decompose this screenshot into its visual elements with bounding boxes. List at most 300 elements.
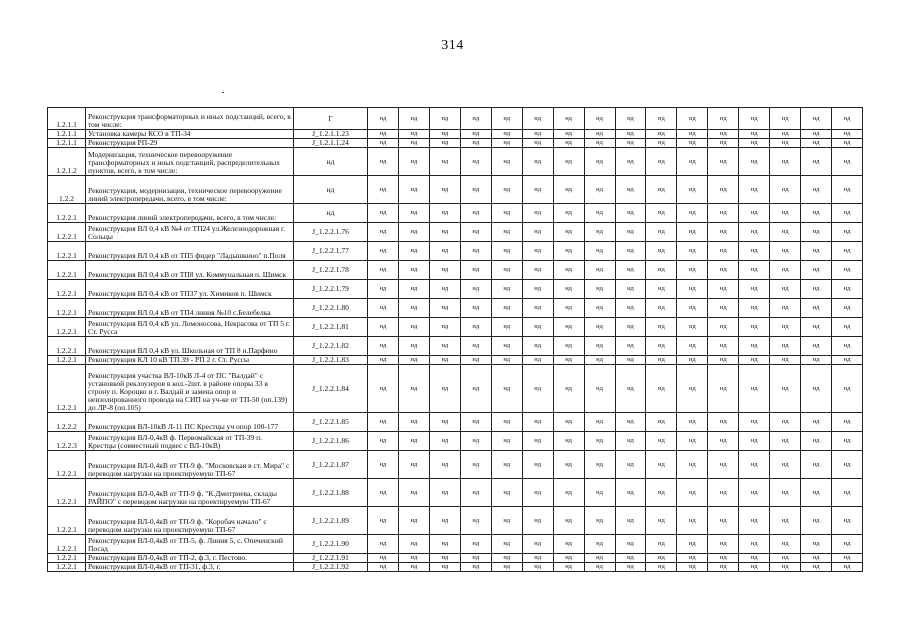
row-value-cell: нд	[739, 108, 770, 130]
row-value-cell: нд	[708, 108, 739, 130]
row-value-cell: нд	[801, 242, 832, 261]
row-value-cell: нд	[398, 108, 429, 130]
row-value-cell: нд	[615, 130, 646, 139]
row-description: Реконструкция РП-29	[86, 139, 294, 148]
row-value-cell: нд	[708, 479, 739, 507]
row-value-cell: нд	[677, 176, 708, 204]
table-row	[48, 365, 863, 413]
row-value-cell: нд	[646, 535, 677, 554]
row-value-cell: нд	[398, 479, 429, 507]
row-code: 1.2.2.1	[48, 299, 86, 318]
row-value-cell: нд	[615, 413, 646, 432]
row-value-cell: нд	[677, 356, 708, 365]
row-code: 1.2.2.2	[48, 413, 86, 432]
row-value-cell: нд	[553, 261, 584, 280]
row-value-cell: нд	[770, 261, 801, 280]
row-value-cell: нд	[708, 318, 739, 337]
row-value-cell: нд	[646, 242, 677, 261]
row-value-cell: нд	[646, 479, 677, 507]
row-value-cell: нд	[429, 148, 460, 176]
table-row	[48, 130, 863, 139]
row-description: Реконструкция ВЛ-0,4кВ от ТП-31, ф.3, г.	[86, 563, 294, 572]
row-value-cell: нд	[522, 148, 553, 176]
row-value-cell: нд	[491, 356, 522, 365]
row-value-cell: нд	[398, 130, 429, 139]
row-value-cell: нд	[553, 299, 584, 318]
table-row	[48, 554, 863, 563]
table-row	[48, 432, 863, 451]
row-value-cell: нд	[429, 139, 460, 148]
row-value-cell: нд	[491, 299, 522, 318]
row-value-cell: нд	[491, 242, 522, 261]
row-value-cell: нд	[646, 563, 677, 572]
row-value-cell: нд	[553, 356, 584, 365]
row-value-cell: нд	[739, 318, 770, 337]
row-value-cell: нд	[708, 451, 739, 479]
row-value-cell: нд	[739, 242, 770, 261]
scan-mark	[222, 92, 224, 93]
row-value-cell: нд	[429, 554, 460, 563]
row-value-cell: нд	[677, 299, 708, 318]
row-value-cell: нд	[491, 337, 522, 356]
row-value-cell: нд	[553, 563, 584, 572]
row-value-cell: нд	[398, 535, 429, 554]
row-description: Реконструкция КЛ 10 кВ ТП 39 - РП 2 г. Ст. Руссы	[86, 356, 294, 365]
row-value-cell: нд	[615, 356, 646, 365]
row-value-cell: нд	[460, 554, 491, 563]
row-value-cell: нд	[522, 242, 553, 261]
row-value-cell: нд	[460, 148, 491, 176]
row-value-cell: нд	[584, 413, 615, 432]
row-value-cell: нд	[368, 130, 399, 139]
row-value-cell: нд	[522, 535, 553, 554]
row-value-cell: нд	[429, 242, 460, 261]
row-value-cell: нд	[522, 280, 553, 299]
row-value-cell: нд	[584, 108, 615, 130]
row-value-cell: нд	[832, 479, 863, 507]
row-value-cell: нд	[708, 148, 739, 176]
page-number: 314	[441, 38, 464, 53]
row-value-cell: нд	[646, 108, 677, 130]
row-value-cell: нд	[832, 204, 863, 223]
row-value-cell: нд	[429, 299, 460, 318]
row-value-cell: нд	[646, 280, 677, 299]
row-value-cell: нд	[770, 108, 801, 130]
row-value-cell: нд	[584, 337, 615, 356]
table-row	[48, 535, 863, 554]
row-value-cell: нд	[553, 130, 584, 139]
row-value-cell: нд	[615, 451, 646, 479]
row-value-cell: нд	[460, 108, 491, 130]
row-value-cell: нд	[832, 365, 863, 413]
row-value-cell: нд	[708, 280, 739, 299]
row-value-cell: нд	[677, 535, 708, 554]
row-value-cell: нд	[739, 535, 770, 554]
row-description: Модернизация, техническое перевооружение трансформаторных и иных подстанций, распределительных пунктов, всего, в том числе:	[86, 148, 294, 176]
row-value-cell: нд	[832, 139, 863, 148]
row-value-cell: нд	[522, 563, 553, 572]
row-value-cell: нд	[677, 261, 708, 280]
row-value-cell: нд	[801, 176, 832, 204]
row-value-cell: нд	[553, 432, 584, 451]
row-value-cell: нд	[584, 318, 615, 337]
row-value-cell: нд	[522, 139, 553, 148]
row-code: 1.2.1.1	[48, 108, 86, 130]
row-value-cell: нд	[398, 563, 429, 572]
row-identifier: J_1.2.2.1.84	[294, 365, 368, 413]
row-description: Реконструкция ВЛ 0,4 кВ от ТП8 ул. Коммунальная п. Шимск	[86, 261, 294, 280]
row-value-cell: нд	[522, 413, 553, 432]
row-value-cell: нд	[801, 299, 832, 318]
row-identifier: J_1.2.2.1.77	[294, 242, 368, 261]
row-value-cell: нд	[832, 535, 863, 554]
row-value-cell: нд	[553, 204, 584, 223]
row-description: Реконструкция ВЛ-0,4кВ от ТП-5, ф. Линия 5, с. Опеченский Посад	[86, 535, 294, 554]
row-value-cell: нд	[708, 130, 739, 139]
row-value-cell: нд	[429, 563, 460, 572]
row-value-cell: нд	[739, 148, 770, 176]
row-value-cell: нд	[368, 139, 399, 148]
row-value-cell: нд	[832, 176, 863, 204]
row-value-cell: нд	[832, 261, 863, 280]
row-value-cell: нд	[429, 108, 460, 130]
row-code: 1.2.2.1	[48, 204, 86, 223]
row-value-cell: нд	[615, 223, 646, 242]
row-identifier: Г	[294, 108, 368, 130]
row-value-cell: нд	[677, 337, 708, 356]
row-value-cell: нд	[615, 318, 646, 337]
row-value-cell: нд	[801, 356, 832, 365]
row-value-cell: нд	[553, 223, 584, 242]
row-description: Реконструкция ВЛ-10кВ Л-11 ПС Крестцы уч опор 100-177	[86, 413, 294, 432]
row-value-cell: нд	[770, 337, 801, 356]
row-value-cell: нд	[646, 261, 677, 280]
row-value-cell: нд	[491, 479, 522, 507]
table-row	[48, 148, 863, 176]
row-value-cell: нд	[553, 139, 584, 148]
row-value-cell: нд	[398, 507, 429, 535]
row-value-cell: нд	[491, 554, 522, 563]
row-description: Установка камеры КСО в ТП-34	[86, 130, 294, 139]
row-value-cell: нд	[429, 507, 460, 535]
row-value-cell: нд	[368, 507, 399, 535]
row-description: Реконструкция ВЛ 0,4 кВ от ТП5 фидер "Ладышкино" п.Поля	[86, 242, 294, 261]
row-value-cell: нд	[522, 365, 553, 413]
row-value-cell: нд	[429, 535, 460, 554]
row-identifier: J_1.2.2.1.76	[294, 223, 368, 242]
row-value-cell: нд	[460, 507, 491, 535]
table-row	[48, 261, 863, 280]
table-row	[48, 451, 863, 479]
row-value-cell: нд	[677, 108, 708, 130]
row-value-cell: нд	[584, 554, 615, 563]
row-value-cell: нд	[584, 451, 615, 479]
row-value-cell: нд	[491, 130, 522, 139]
row-value-cell: нд	[368, 148, 399, 176]
row-value-cell: нд	[584, 299, 615, 318]
row-value-cell: нд	[615, 280, 646, 299]
row-value-cell: нд	[553, 479, 584, 507]
row-value-cell: нд	[739, 507, 770, 535]
row-value-cell: нд	[460, 299, 491, 318]
row-value-cell: нд	[770, 451, 801, 479]
row-value-cell: нд	[770, 563, 801, 572]
row-value-cell: нд	[615, 479, 646, 507]
row-value-cell: нд	[646, 337, 677, 356]
row-value-cell: нд	[739, 223, 770, 242]
row-value-cell: нд	[770, 148, 801, 176]
row-value-cell: нд	[708, 432, 739, 451]
row-value-cell: нд	[646, 356, 677, 365]
row-value-cell: нд	[615, 261, 646, 280]
row-value-cell: нд	[584, 356, 615, 365]
row-value-cell: нд	[584, 130, 615, 139]
row-value-cell: нд	[646, 148, 677, 176]
row-value-cell: нд	[460, 223, 491, 242]
row-value-cell: нд	[398, 451, 429, 479]
row-value-cell: нд	[491, 108, 522, 130]
table-row	[48, 563, 863, 572]
row-value-cell: нд	[708, 563, 739, 572]
row-value-cell: нд	[522, 318, 553, 337]
row-value-cell: нд	[429, 451, 460, 479]
row-value-cell: нд	[553, 413, 584, 432]
row-value-cell: нд	[708, 242, 739, 261]
row-value-cell: нд	[708, 337, 739, 356]
row-code: 1.2.1.2	[48, 148, 86, 176]
row-code: 1.2.2.1	[48, 535, 86, 554]
row-value-cell: нд	[522, 176, 553, 204]
row-identifier: J_1.2.2.1.89	[294, 507, 368, 535]
row-value-cell: нд	[677, 432, 708, 451]
row-value-cell: нд	[801, 563, 832, 572]
row-value-cell: нд	[429, 365, 460, 413]
row-value-cell: нд	[677, 563, 708, 572]
row-value-cell: нд	[584, 148, 615, 176]
row-value-cell: нд	[770, 299, 801, 318]
row-value-cell: нд	[398, 139, 429, 148]
row-description: Реконструкция ВЛ 0,4 кВ ул. Школьная от ТП 8 н.Парфино	[86, 337, 294, 356]
row-value-cell: нд	[739, 261, 770, 280]
row-value-cell: нд	[801, 318, 832, 337]
row-value-cell: нд	[429, 432, 460, 451]
row-value-cell: нд	[677, 554, 708, 563]
row-description: Реконструкция линий электропередачи, всего, в том числе:	[86, 204, 294, 223]
row-value-cell: нд	[739, 299, 770, 318]
row-value-cell: нд	[739, 139, 770, 148]
row-value-cell: нд	[832, 318, 863, 337]
row-value-cell: нд	[429, 318, 460, 337]
row-value-cell: нд	[832, 451, 863, 479]
row-value-cell: нд	[770, 507, 801, 535]
row-value-cell: нд	[398, 337, 429, 356]
table-row	[48, 337, 863, 356]
row-code: 1.2.2.1	[48, 479, 86, 507]
row-value-cell: нд	[584, 563, 615, 572]
row-value-cell: нд	[739, 280, 770, 299]
table-row	[48, 413, 863, 432]
row-identifier: J_1.2.2.1.85	[294, 413, 368, 432]
row-value-cell: нд	[646, 318, 677, 337]
row-value-cell: нд	[801, 139, 832, 148]
row-identifier: J_1.2.2.1.92	[294, 563, 368, 572]
row-code: 1.2.2.3	[48, 432, 86, 451]
row-value-cell: нд	[832, 242, 863, 261]
row-value-cell: нд	[368, 280, 399, 299]
row-value-cell: нд	[553, 554, 584, 563]
row-identifier: J_1.2.2.1.90	[294, 535, 368, 554]
row-value-cell: нд	[491, 535, 522, 554]
table-row	[48, 280, 863, 299]
row-value-cell: нд	[368, 413, 399, 432]
row-value-cell: нд	[801, 507, 832, 535]
row-value-cell: нд	[584, 479, 615, 507]
row-value-cell: нд	[739, 479, 770, 507]
row-value-cell: нд	[522, 479, 553, 507]
row-value-cell: нд	[522, 356, 553, 365]
row-value-cell: нд	[460, 204, 491, 223]
row-value-cell: нд	[368, 318, 399, 337]
row-value-cell: нд	[801, 365, 832, 413]
row-value-cell: нд	[491, 280, 522, 299]
row-value-cell: нд	[801, 432, 832, 451]
row-description: Реконструкция трансформаторных и иных подстанций, всего, в том числе:	[86, 108, 294, 130]
row-value-cell: нд	[398, 242, 429, 261]
row-value-cell: нд	[368, 108, 399, 130]
row-value-cell: нд	[460, 563, 491, 572]
row-identifier: J_1.2.2.1.88	[294, 479, 368, 507]
row-value-cell: нд	[770, 204, 801, 223]
row-value-cell: нд	[801, 413, 832, 432]
row-value-cell: нд	[646, 365, 677, 413]
row-value-cell: нд	[584, 204, 615, 223]
row-value-cell: нд	[368, 356, 399, 365]
row-value-cell: нд	[398, 261, 429, 280]
row-value-cell: нд	[460, 413, 491, 432]
row-identifier: J_1.2.2.1.80	[294, 299, 368, 318]
row-code: 1.2.2.1	[48, 356, 86, 365]
row-value-cell: нд	[460, 365, 491, 413]
row-identifier: J_1.2.2.1.83	[294, 356, 368, 365]
row-value-cell: нд	[398, 365, 429, 413]
table-row	[48, 176, 863, 204]
row-value-cell: нд	[368, 479, 399, 507]
row-value-cell: нд	[553, 365, 584, 413]
row-value-cell: нд	[801, 204, 832, 223]
row-value-cell: нд	[739, 176, 770, 204]
row-value-cell: нд	[677, 139, 708, 148]
row-value-cell: нд	[677, 223, 708, 242]
row-value-cell: нд	[832, 130, 863, 139]
row-value-cell: нд	[429, 479, 460, 507]
row-value-cell: нд	[708, 554, 739, 563]
row-value-cell: нд	[801, 223, 832, 242]
row-value-cell: нд	[615, 148, 646, 176]
row-value-cell: нд	[677, 148, 708, 176]
row-value-cell: нд	[677, 479, 708, 507]
row-value-cell: нд	[429, 204, 460, 223]
row-value-cell: нд	[368, 242, 399, 261]
row-code: 1.2.2.1	[48, 242, 86, 261]
row-value-cell: нд	[491, 563, 522, 572]
row-value-cell: нд	[491, 451, 522, 479]
row-code: 1.2.2.1	[48, 554, 86, 563]
row-value-cell: нд	[708, 299, 739, 318]
row-value-cell: нд	[584, 139, 615, 148]
row-value-cell: нд	[584, 242, 615, 261]
row-code: 1.2.2	[48, 176, 86, 204]
row-value-cell: нд	[801, 130, 832, 139]
table-row	[48, 108, 863, 130]
row-value-cell: нд	[708, 535, 739, 554]
row-value-cell: нд	[770, 130, 801, 139]
row-value-cell: нд	[522, 554, 553, 563]
row-value-cell: нд	[398, 280, 429, 299]
row-identifier: J_1.2.2.1.82	[294, 337, 368, 356]
row-value-cell: нд	[368, 365, 399, 413]
row-value-cell: нд	[770, 280, 801, 299]
row-value-cell: нд	[615, 204, 646, 223]
row-value-cell: нд	[491, 365, 522, 413]
row-identifier: J_1.2.2.1.81	[294, 318, 368, 337]
row-value-cell: нд	[801, 479, 832, 507]
row-code: 1.2.2.1	[48, 451, 86, 479]
row-value-cell: нд	[801, 535, 832, 554]
row-value-cell: нд	[584, 507, 615, 535]
row-code: 1.2.2.1	[48, 563, 86, 572]
row-value-cell: нд	[615, 176, 646, 204]
row-value-cell: нд	[491, 261, 522, 280]
row-value-cell: нд	[553, 148, 584, 176]
row-value-cell: нд	[832, 507, 863, 535]
row-value-cell: нд	[677, 280, 708, 299]
row-identifier: нд	[294, 204, 368, 223]
table-row	[48, 318, 863, 337]
row-value-cell: нд	[677, 365, 708, 413]
row-value-cell: нд	[739, 337, 770, 356]
row-value-cell: нд	[832, 356, 863, 365]
table-row	[48, 507, 863, 535]
row-value-cell: нд	[615, 108, 646, 130]
row-value-cell: нд	[615, 139, 646, 148]
row-value-cell: нд	[460, 280, 491, 299]
row-value-cell: нд	[553, 242, 584, 261]
row-value-cell: нд	[801, 554, 832, 563]
row-value-cell: нд	[677, 204, 708, 223]
row-value-cell: нд	[677, 130, 708, 139]
row-value-cell: нд	[398, 148, 429, 176]
row-value-cell: нд	[584, 280, 615, 299]
row-description: Реконструкция участка ВЛ-10кВ Л-4 от ПС "Валдай" с установкой реклоузеров в кол.-2шт. в районе опоры 33 в строну п. Короцко и г. Валдай и замена опор и неизолированного провода на СИП на уч-ке от ТП-50 (оп.139) до ЛР-8 (оп.105)	[86, 365, 294, 413]
row-value-cell: нд	[770, 356, 801, 365]
row-value-cell: нд	[832, 299, 863, 318]
row-value-cell: нд	[677, 507, 708, 535]
row-value-cell: нд	[553, 318, 584, 337]
row-value-cell: нд	[646, 130, 677, 139]
row-value-cell: нд	[770, 432, 801, 451]
row-identifier: J_1.2.2.1.87	[294, 451, 368, 479]
row-value-cell: нд	[429, 356, 460, 365]
row-value-cell: нд	[522, 299, 553, 318]
row-value-cell: нд	[368, 223, 399, 242]
row-value-cell: нд	[615, 242, 646, 261]
row-value-cell: нд	[584, 535, 615, 554]
row-value-cell: нд	[398, 223, 429, 242]
row-value-cell: нд	[429, 223, 460, 242]
row-value-cell: нд	[460, 130, 491, 139]
row-value-cell: нд	[522, 223, 553, 242]
row-value-cell: нд	[522, 451, 553, 479]
